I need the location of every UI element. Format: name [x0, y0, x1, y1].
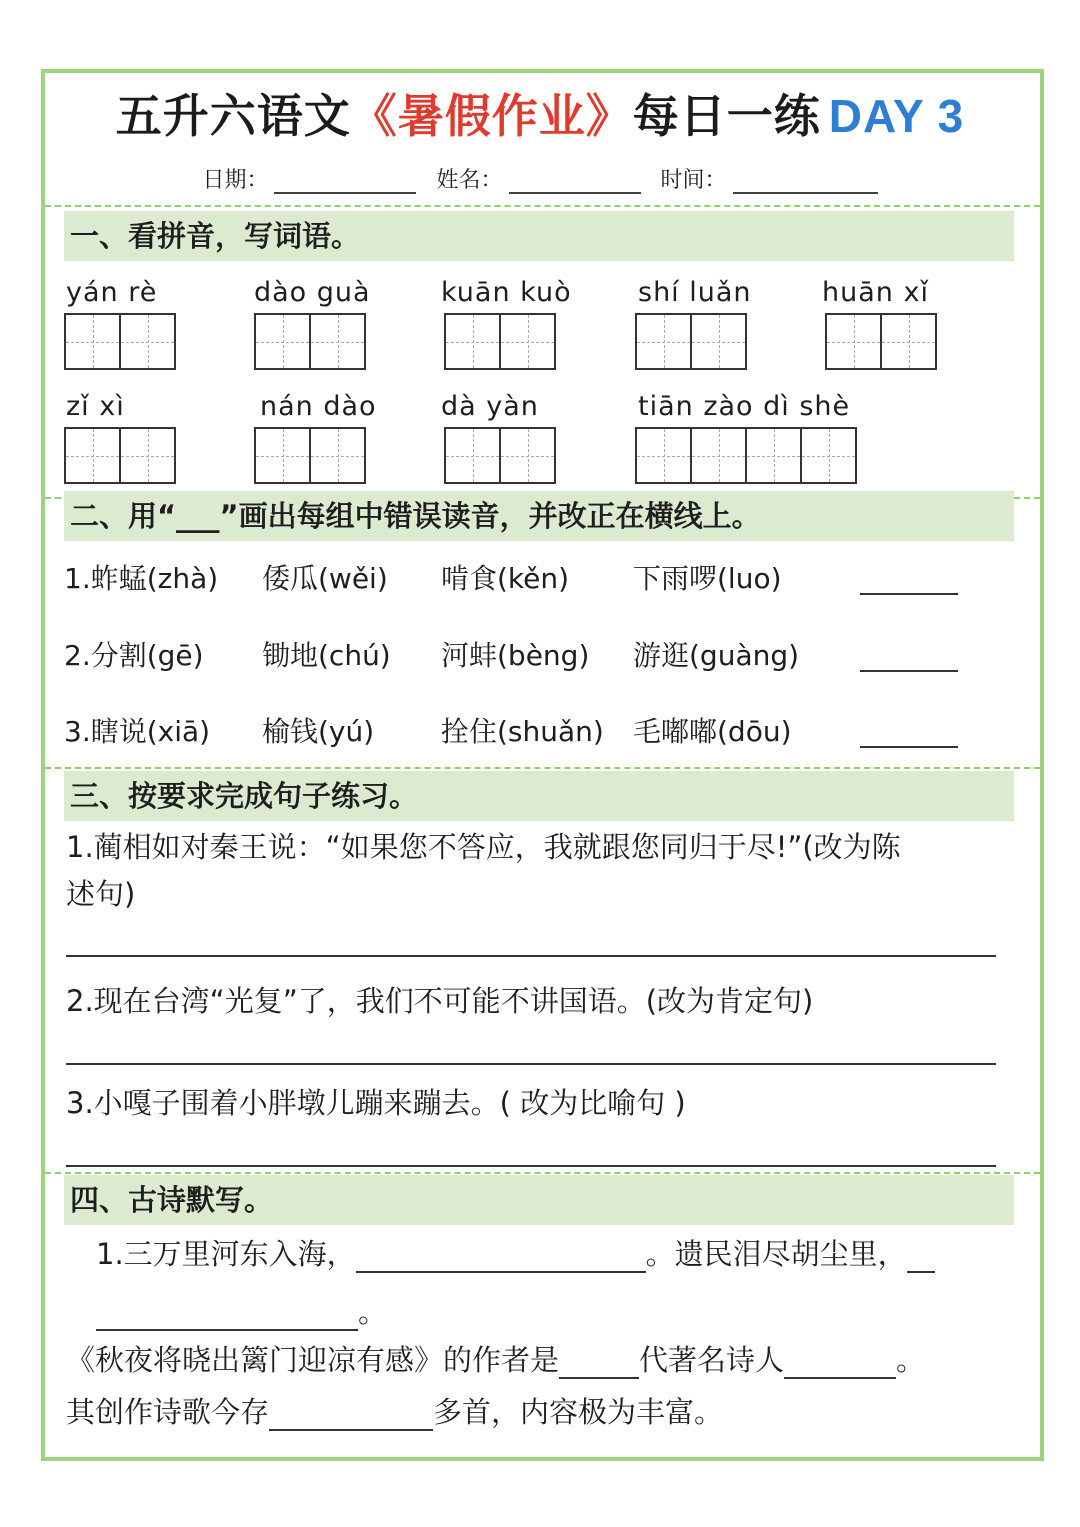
- page-title: [0, 80, 1080, 146]
- count-start: 其创作诗歌今存: [66, 1395, 270, 1429]
- name-field: [436, 163, 640, 194]
- section3-heading: 三、按要求完成句子练习。: [64, 771, 1014, 821]
- tianzige-cell[interactable]: [825, 313, 882, 370]
- tianzige-cell[interactable]: [635, 313, 692, 370]
- name-label: 姓名：: [436, 168, 503, 193]
- correction-line[interactable]: [860, 593, 958, 595]
- tianzige-cell[interactable]: [635, 427, 692, 484]
- tianzige-cell[interactable]: [690, 313, 747, 370]
- poet-blank[interactable]: [784, 1349, 896, 1379]
- author-question: 《秋夜将晓出篱门迎凉有感》的作者是: [66, 1343, 560, 1377]
- correction-line[interactable]: [860, 746, 958, 748]
- name-input[interactable]: [509, 166, 641, 194]
- date-input[interactable]: [274, 166, 416, 194]
- tianzige-cell[interactable]: [309, 427, 366, 484]
- tianzige-cell[interactable]: [119, 427, 176, 484]
- poem-blank-2[interactable]: [907, 1243, 935, 1273]
- tianzige-cell[interactable]: [499, 313, 556, 370]
- pronunciation-item: 榆钱(yú): [262, 715, 375, 748]
- pinyin-label: yán rè: [66, 277, 158, 308]
- date-field: [202, 163, 416, 194]
- pronunciation-item: 下雨啰(luo): [633, 562, 782, 595]
- poem-line2: [96, 1290, 387, 1331]
- tianzige-cell[interactable]: [254, 313, 311, 370]
- sentence-q1: 1.蔺相如对秦王说：“如果您不答应，我就跟您同归于尽!”(改为陈: [66, 830, 901, 864]
- character-grid: [825, 313, 935, 370]
- tianzige-cell[interactable]: [254, 427, 311, 484]
- pronunciation-item: 啃食(kěn): [441, 562, 570, 595]
- tianzige-cell[interactable]: [309, 313, 366, 370]
- tianzige-cell[interactable]: [745, 427, 802, 484]
- pronunciation-item: 1.蚱蜢(zhà): [64, 562, 219, 595]
- character-grid: [444, 427, 554, 484]
- pronunciation-item: 2.分割(gē): [64, 639, 204, 672]
- answer-line-q2[interactable]: [66, 1063, 996, 1065]
- pronunciation-item: 拴住(shuǎn): [441, 715, 604, 748]
- poem-line1-start: 1.三万里河东入海，: [96, 1237, 356, 1271]
- divider: [45, 205, 1040, 207]
- character-grid: [64, 313, 174, 370]
- pronunciation-item: 倭瓜(wěi): [262, 562, 388, 595]
- author-end: 。: [896, 1343, 926, 1377]
- section2-heading: 二、用“___”画出每组中错误读音，并改正在横线上。: [64, 491, 1014, 541]
- character-grid: [254, 313, 364, 370]
- tianzige-cell[interactable]: [444, 427, 501, 484]
- character-grid: [635, 313, 745, 370]
- pinyin-label: nán dào: [260, 391, 377, 422]
- poem-line2-end: 。: [358, 1295, 388, 1329]
- time-field: [661, 163, 878, 194]
- correction-line[interactable]: [860, 670, 958, 672]
- info-row: [0, 163, 1080, 194]
- title-daily: 每日一练: [632, 89, 821, 143]
- pronunciation-item: 锄地(chú): [262, 639, 391, 672]
- tianzige-cell[interactable]: [444, 313, 501, 370]
- sentence-q2: 2.现在台湾“光复”了，我们不可能不讲国语。(改为肯定句): [66, 984, 814, 1018]
- section4-heading: 四、古诗默写。: [64, 1175, 1014, 1225]
- pinyin-label: zǐ xì: [66, 391, 125, 422]
- dynasty-blank[interactable]: [559, 1349, 639, 1379]
- count-end: 多首，内容极为丰富。: [433, 1395, 724, 1429]
- tianzige-cell[interactable]: [690, 427, 747, 484]
- time-label: 时间：: [660, 168, 727, 193]
- pronunciation-item: 河蚌(bèng): [441, 639, 590, 672]
- pronunciation-item: 3.瞎说(xiā): [64, 715, 211, 748]
- tianzige-cell[interactable]: [64, 427, 121, 484]
- answer-line-q3[interactable]: [66, 1165, 996, 1167]
- poem-count-line: [66, 1390, 723, 1431]
- poem-blank-1[interactable]: [356, 1243, 646, 1273]
- tianzige-cell[interactable]: [119, 313, 176, 370]
- time-input[interactable]: [733, 166, 878, 194]
- pinyin-label: kuān kuò: [441, 277, 572, 308]
- date-label: 日期：: [202, 168, 269, 193]
- poem-line1-mid: 。遗民泪尽胡尘里，: [645, 1237, 907, 1271]
- poem-blank-2-cont[interactable]: [96, 1301, 358, 1331]
- pinyin-label: shí luǎn: [638, 277, 752, 308]
- author-mid: 代著名诗人: [639, 1343, 785, 1377]
- pronunciation-item: 毛嘟嘟(dōu): [633, 715, 792, 748]
- pronunciation-item: 游逛(guàng): [633, 639, 800, 672]
- pinyin-label: dà yàn: [441, 391, 539, 422]
- pinyin-label: dào guà: [254, 277, 371, 308]
- tianzige-cell[interactable]: [880, 313, 937, 370]
- pinyin-label: tiān zào dì shè: [638, 391, 851, 422]
- section1-heading: 一、看拼音，写词语。: [64, 211, 1014, 261]
- poem-line1: [96, 1232, 935, 1273]
- tianzige-cell[interactable]: [64, 313, 121, 370]
- sentence-q1-cont: 述句): [66, 877, 136, 911]
- answer-line-q1[interactable]: [66, 955, 996, 957]
- character-grid: [635, 427, 855, 484]
- tianzige-cell[interactable]: [499, 427, 556, 484]
- character-grid: [64, 427, 174, 484]
- count-blank[interactable]: [269, 1401, 433, 1431]
- title-day: DAY 3: [828, 90, 965, 142]
- divider: [45, 767, 1040, 769]
- character-grid: [254, 427, 364, 484]
- character-grid: [444, 313, 554, 370]
- divider: [45, 1172, 1040, 1174]
- sentence-q3: 3.小嘎子围着小胖墩儿蹦来蹦去。( 改为比喻句 ): [66, 1086, 686, 1120]
- tianzige-cell[interactable]: [800, 427, 857, 484]
- pinyin-label: huān xǐ: [822, 277, 929, 308]
- title-grade: 五升六语文: [115, 89, 351, 143]
- poem-author-line: [66, 1338, 925, 1379]
- title-book: 《暑假作业》: [350, 89, 633, 143]
